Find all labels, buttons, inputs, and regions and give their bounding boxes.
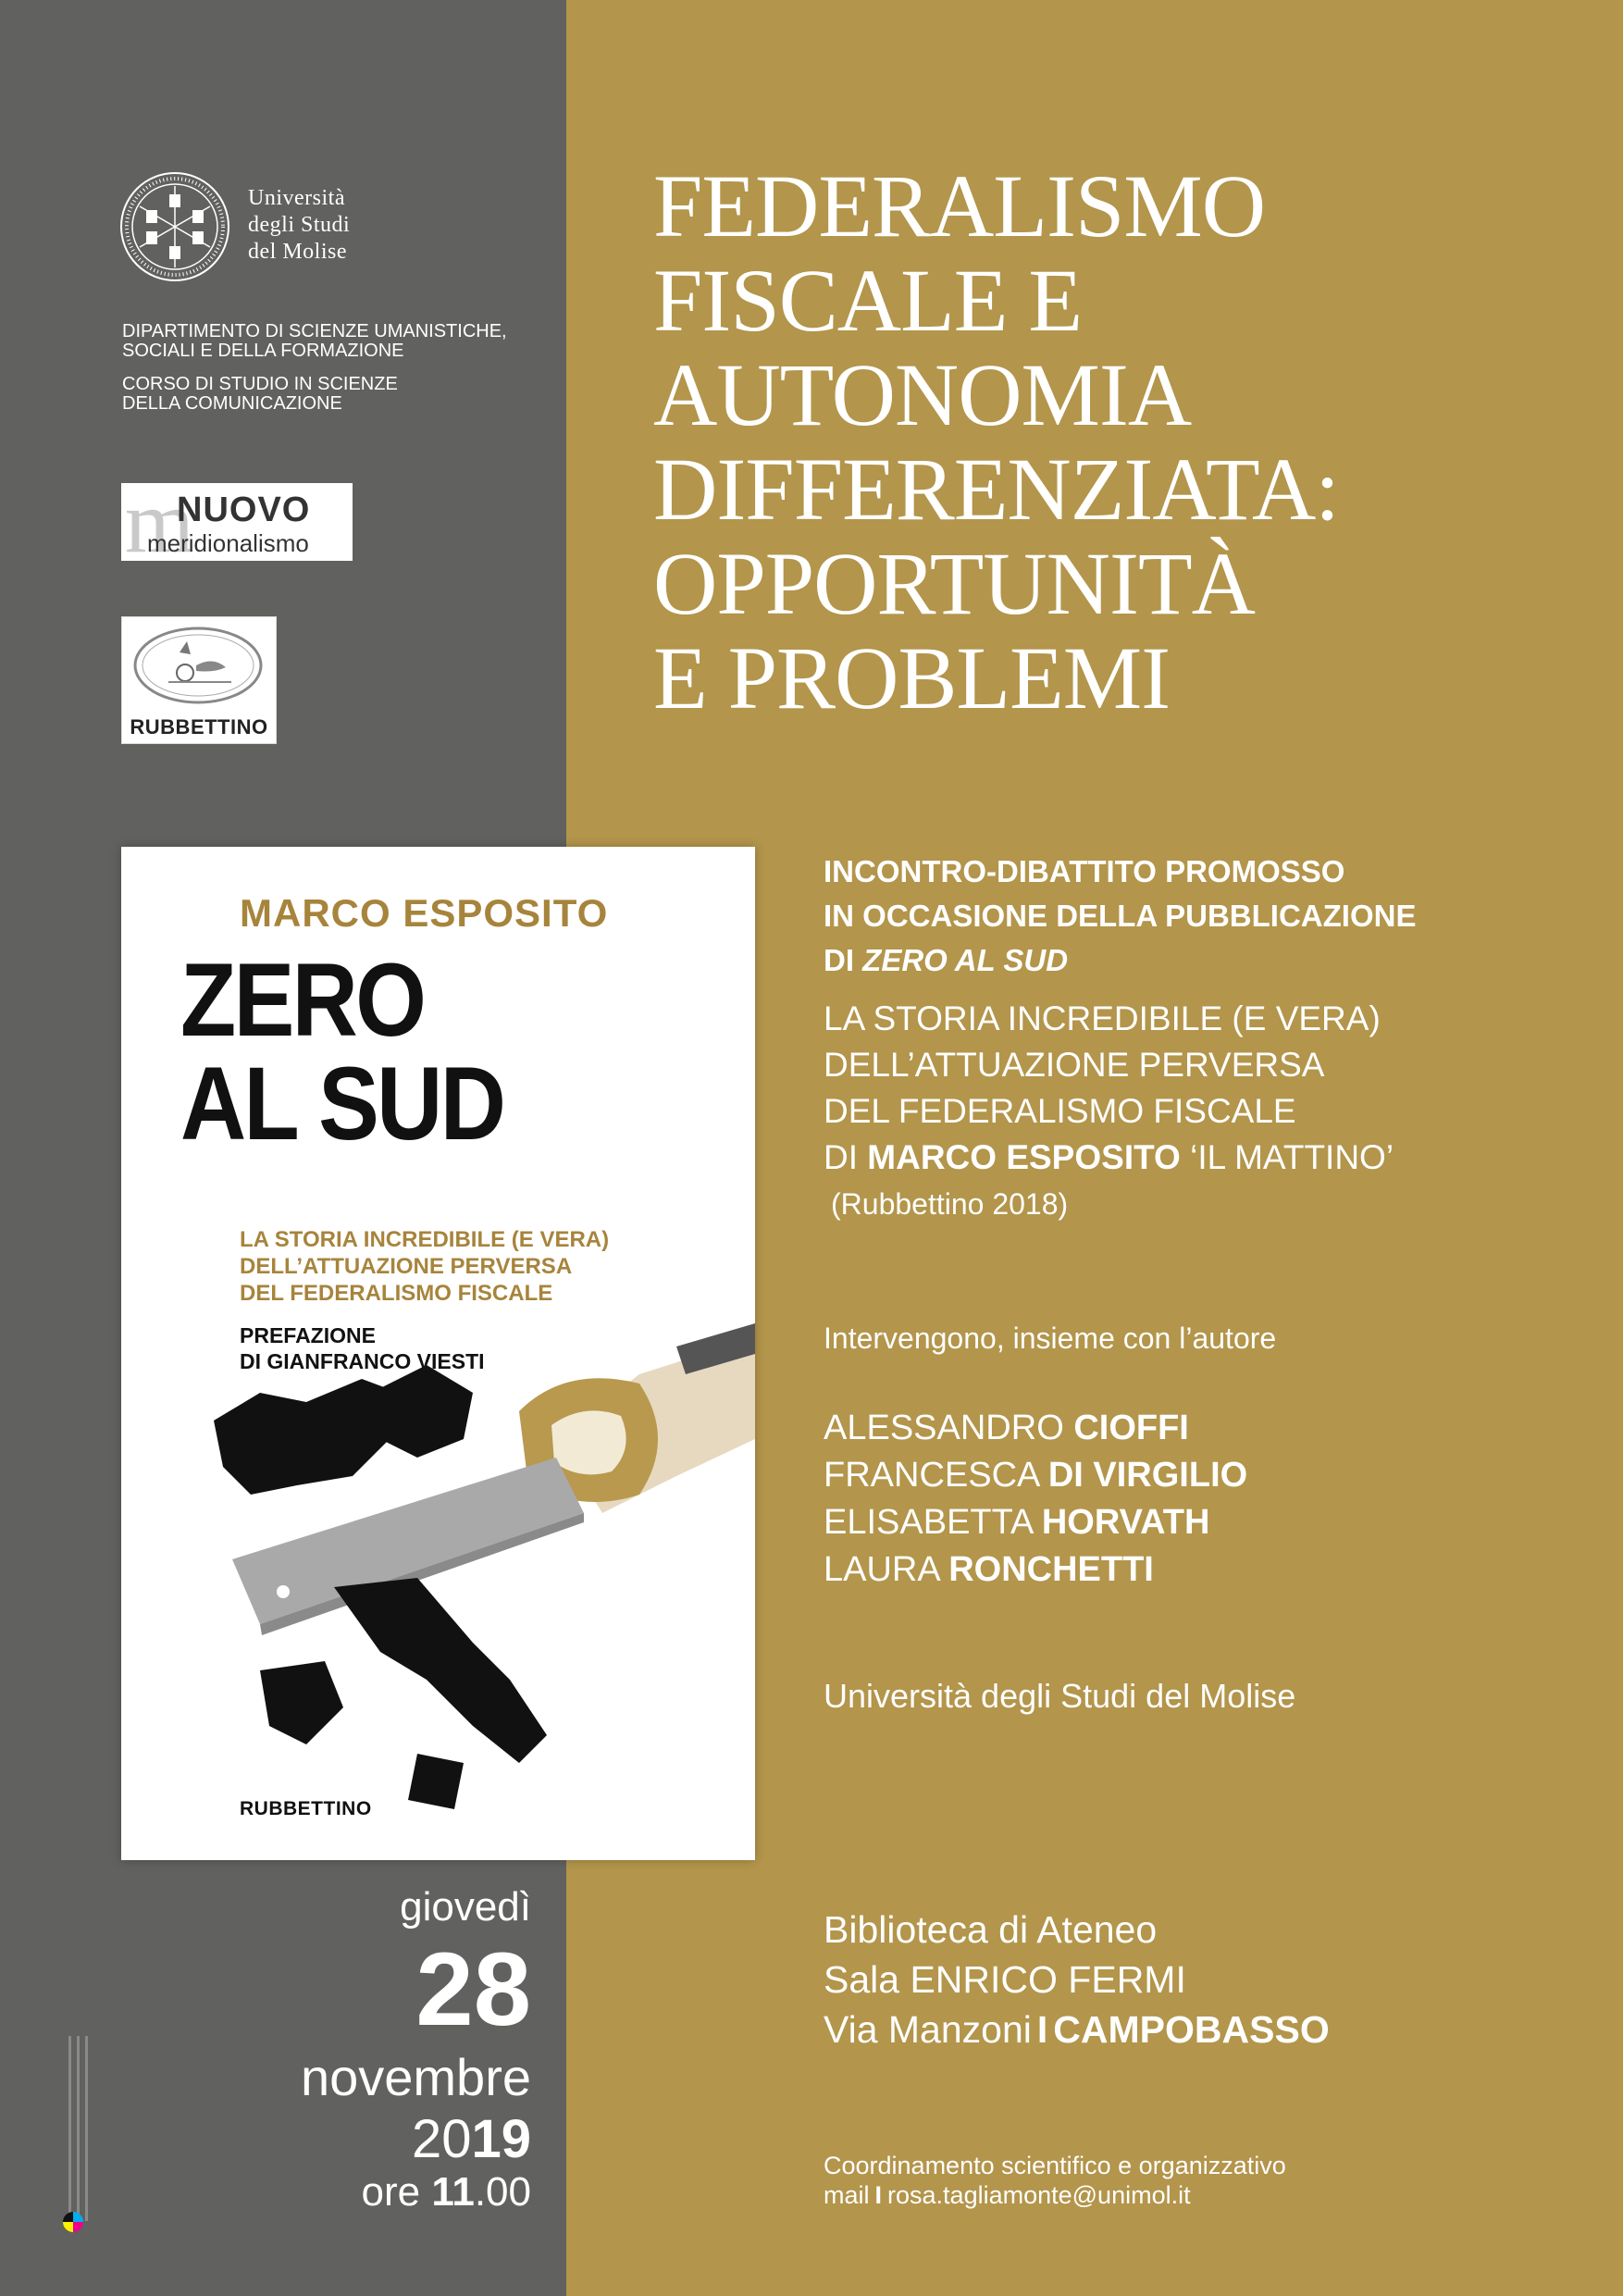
- story-author-prefix: DI: [824, 1138, 868, 1176]
- promo-book-title: ZERO AL SUD: [862, 943, 1069, 977]
- event-weekday: giovedì: [400, 1884, 531, 1930]
- speaker: [824, 1452, 1247, 1499]
- speaker: [824, 1499, 1247, 1546]
- mail-label: mail: [824, 2181, 870, 2209]
- story-author-last: ESPOSITO: [1006, 1138, 1181, 1176]
- story-author-suffix: ‘IL MATTINO’: [1190, 1138, 1394, 1176]
- speaker-last-name: DI VIRGILIO: [1047, 1456, 1248, 1495]
- venue-separator: I: [1036, 2008, 1048, 2051]
- story-author-first: MARCO: [867, 1138, 997, 1176]
- promo-prefix: DI: [824, 943, 863, 977]
- university-name: [248, 185, 350, 266]
- story-line: DEL FEDERALISMO FISCALE: [824, 1092, 1296, 1130]
- book-publisher: RUBBETTINO: [240, 1798, 372, 1819]
- title-line: DIFFERENZIATA:: [653, 440, 1339, 539]
- event-month: novembre: [300, 2048, 531, 2106]
- book-preface-line: DI GIANFRANCO VIESTI: [240, 1349, 485, 1373]
- time-hour: 11: [431, 2169, 475, 2215]
- event-title: [653, 156, 1339, 727]
- event-time: [361, 2169, 531, 2215]
- event-venue: [824, 1905, 1330, 2054]
- university-seal-logo: [118, 170, 231, 283]
- mail-separator: I: [874, 2181, 883, 2209]
- speakers-list: [824, 1405, 1247, 1594]
- time-prefix: ore: [361, 2169, 432, 2215]
- event-day: 28: [415, 1931, 531, 2047]
- event-promo: [824, 850, 1416, 983]
- host-university: Università degli Studi del Molise: [824, 1677, 1296, 1715]
- time-minutes: .00: [474, 2169, 531, 2215]
- course-line: DELLA COMUNICAZIONE: [122, 393, 342, 414]
- rubbettino-logo: [121, 616, 277, 744]
- event-year: [412, 2108, 531, 2170]
- story-line: LA STORIA INCREDIBILE (E VERA): [824, 999, 1381, 1037]
- title-line: AUTONOMIA: [653, 345, 1192, 444]
- speaker-first-name: FRANCESCA: [824, 1456, 1039, 1495]
- venue-address: [824, 2004, 1330, 2054]
- speaker-last-name: RONCHETTI: [948, 1550, 1154, 1589]
- book-description: [824, 996, 1394, 1227]
- department-info: [122, 322, 548, 414]
- venue-line: Sala ENRICO FERMI: [824, 1958, 1186, 2001]
- book-subtitle: [240, 1226, 609, 1307]
- printer-credit: [56, 2036, 100, 2221]
- story-publication-note: (Rubbettino 2018): [831, 1187, 1069, 1221]
- story-line: DELL’ATTUAZIONE PERVERSA: [824, 1046, 1325, 1084]
- book-subtitle-line: LA STORIA INCREDIBILE (E VERA): [240, 1227, 610, 1252]
- logo-word-nuovo: NUOVO: [177, 490, 311, 529]
- book-subtitle-line: DELL’ATTUAZIONE PERVERSA: [240, 1254, 573, 1279]
- book-preface-line: PREFAZIONE: [240, 1323, 376, 1347]
- speaker-first-name: ELISABETTA: [824, 1503, 1033, 1542]
- year-bold: 19: [471, 2109, 531, 2169]
- speaker-last-name: CIOFFI: [1073, 1409, 1189, 1447]
- rubbettino-emblem-icon: [131, 625, 265, 706]
- venue-street: Via Manzoni: [824, 2008, 1032, 2051]
- coordination-info: [824, 2151, 1286, 2210]
- mail-address-link[interactable]: rosa.tagliamonte@unimol.it: [887, 2181, 1191, 2209]
- nuovo-meridionalismo-logo: [121, 472, 353, 571]
- coordination-line: Coordinamento scientifico e organizzativo: [824, 2152, 1286, 2179]
- book-author: MARCO ESPOSITO: [240, 891, 609, 935]
- promo-line: INCONTRO-DIBATTITO PROMOSSO: [824, 854, 1345, 888]
- book-cover: [121, 847, 755, 1860]
- year-light: 20: [411, 2109, 472, 2169]
- course-line: CORSO DI STUDIO IN SCIENZE: [122, 374, 398, 394]
- department-line: DIPARTIMENTO DI SCIENZE UMANISTICHE,: [122, 321, 507, 341]
- speaker: [824, 1405, 1247, 1452]
- speaker: [824, 1546, 1247, 1594]
- university-name-line: Università: [248, 186, 345, 210]
- contact-line: [824, 2180, 1286, 2210]
- venue-line: Biblioteca di Ateneo: [824, 1908, 1158, 1951]
- book-title-line: AL SUD: [180, 1046, 504, 1161]
- university-name-line: del Molise: [248, 240, 347, 264]
- rubbettino-logo-text: RUBBETTINO: [130, 715, 268, 738]
- promo-line: [824, 938, 1416, 983]
- department-line: SOCIALI E DELLA FORMAZIONE: [122, 341, 404, 361]
- speaker-first-name: LAURA: [824, 1550, 939, 1589]
- book-title-line: ZERO: [180, 942, 425, 1058]
- print-registration-icon: [63, 2212, 83, 2232]
- book-preface: [240, 1322, 485, 1374]
- logo-letter: m: [125, 472, 194, 571]
- title-line: OPPORTUNITÀ: [653, 534, 1255, 633]
- title-line: FISCALE E: [653, 251, 1083, 350]
- university-name-line: degli Studi: [248, 213, 351, 237]
- speaker-last-name: HORVATH: [1041, 1503, 1210, 1542]
- venue-city: CAMPOBASSO: [1053, 2008, 1330, 2051]
- speakers-intro: Intervengono, insieme con l’autore: [824, 1322, 1277, 1355]
- title-line: E PROBLEMI: [653, 628, 1171, 727]
- speaker-first-name: ALESSANDRO: [824, 1409, 1064, 1447]
- logo-word-meridionalismo: meridionalismo: [147, 529, 309, 557]
- book-subtitle-line: DEL FEDERALISMO FISCALE: [240, 1281, 553, 1306]
- promo-line: IN OCCASIONE DELLA PUBBLICAZIONE: [824, 899, 1417, 933]
- title-line: FEDERALISMO: [653, 156, 1266, 255]
- story-author-line: [824, 1135, 1394, 1181]
